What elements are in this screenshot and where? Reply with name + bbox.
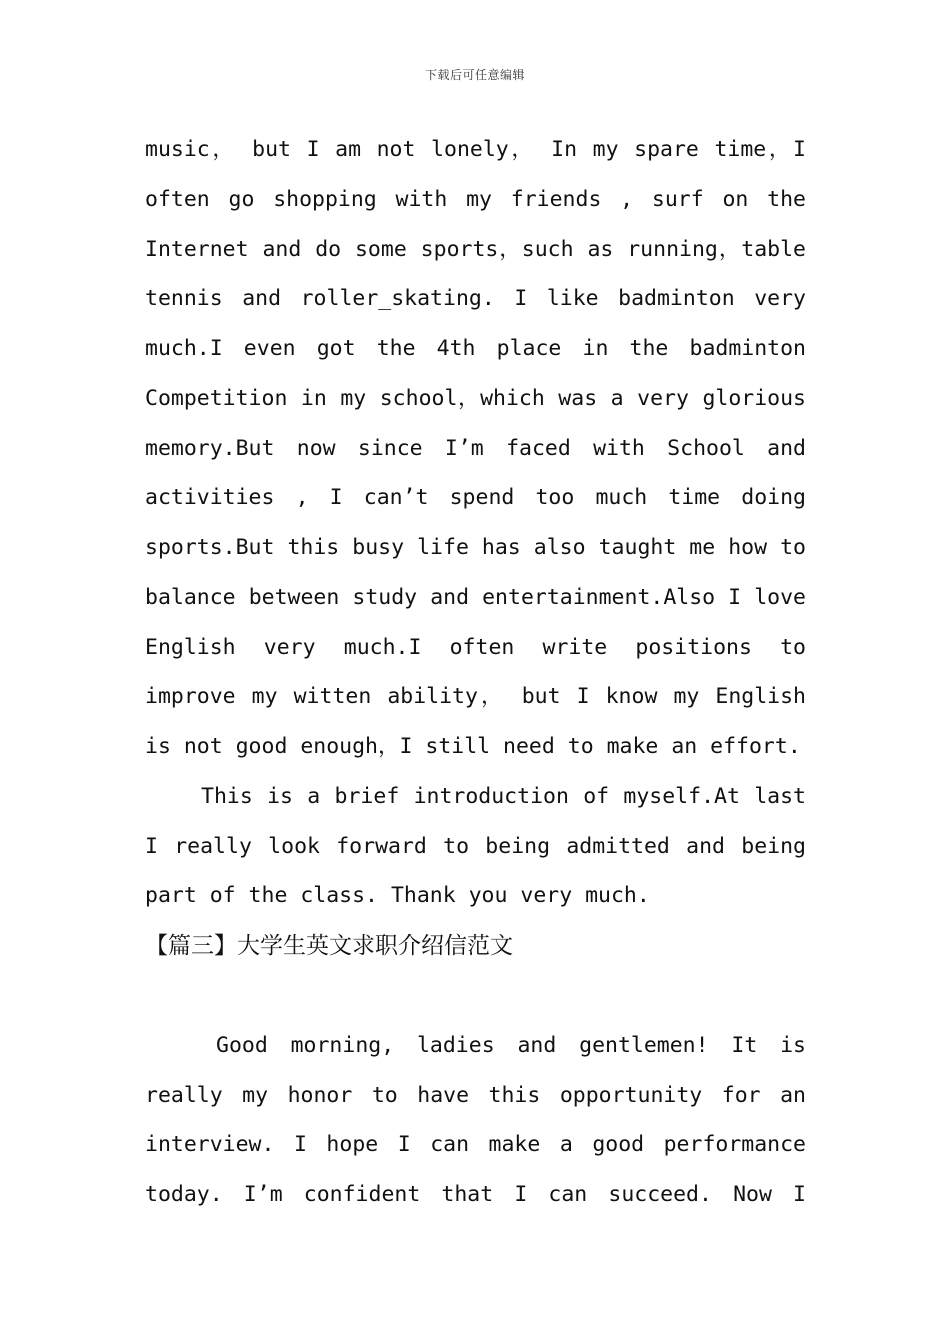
- text-line: Competition in my school，which was a very glorious: [145, 386, 806, 411]
- text-line: sports.But this busy life has also taught me how to: [145, 535, 806, 560]
- text-line: Internet and do some sports，such as running，table: [145, 237, 806, 262]
- text-line: English very much.I often write positions to: [145, 635, 806, 660]
- text-line: improve my witten ability， but I know my English: [145, 684, 806, 709]
- text-line: balance between study and entertainment.Also I love: [145, 585, 806, 610]
- text-line: really my honor to have this opportunity for an: [145, 1083, 806, 1108]
- text-line: This is a brief introduction of myself.At last: [201, 784, 806, 809]
- text-line: much.I even got the 4th place in the badminton: [145, 336, 806, 361]
- text-line: activities , I can’t spend too much time doing: [145, 485, 806, 510]
- text-line: part of the class. Thank you very much.: [145, 883, 650, 908]
- text-line: music， but I am not lonely， In my spare time，I: [145, 137, 806, 162]
- text-line: tennis and roller_skating. I like badminton very: [145, 286, 806, 311]
- text-line: is not good enough，I still need to make an effort.: [145, 734, 801, 759]
- text-line: Good morning, ladies and gentlemen! It is: [216, 1033, 806, 1058]
- section-heading: 【篇三】大学生英文求职介绍信范文: [145, 933, 513, 959]
- text-line: interview. I hope I can make a good performance: [145, 1132, 806, 1157]
- text-line: memory.But now since I’m faced with School and: [145, 436, 806, 461]
- page-header: 下载后可任意编辑: [424, 68, 525, 82]
- text-line: often go shopping with my friends , surf on the: [145, 187, 806, 212]
- text-line: today. I’m confident that I can succeed. Now I: [145, 1182, 806, 1207]
- text-line: I really look forward to being admitted and being: [145, 834, 806, 859]
